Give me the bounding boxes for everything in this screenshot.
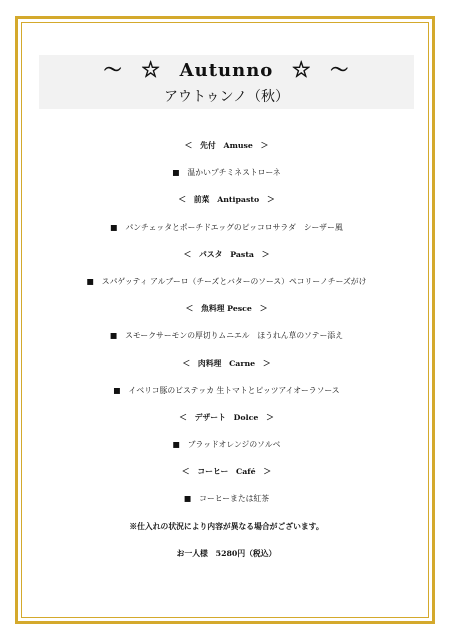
course-heading-pasta: ＜ パスタ Pasta ＞ bbox=[183, 249, 270, 259]
menu-list bbox=[39, 132, 414, 567]
price-line: お一人様 5280円（税込） bbox=[176, 548, 277, 558]
dish-pesce: ■ スモークサーモンの厚切りムニエル ほうれん草のソテー添え bbox=[109, 331, 343, 341]
menu-subtitle: アウトゥンノ（秋） bbox=[163, 89, 290, 105]
course-heading-cafe: ＜ コーヒー Café ＞ bbox=[181, 467, 272, 477]
course-heading-carne: ＜ 肉料理 Carne ＞ bbox=[182, 358, 271, 368]
menu-title: ～ ☆ Autunno ☆ ～ bbox=[103, 60, 350, 81]
course-heading-antipasto: ＜ 前菜 Antipasto ＞ bbox=[178, 195, 275, 205]
course-heading-dolce: ＜ デザート Dolce ＞ bbox=[179, 412, 274, 422]
dish-amuse: ■ 温かいプチミネストローネ bbox=[172, 168, 281, 178]
course-heading-amuse: ＜ 先付 Amuse ＞ bbox=[184, 141, 269, 150]
dish-antipasto: ■ パンチェッタとポーチドエッグのピッコロサラダ シーザー風 bbox=[110, 222, 343, 232]
dish-pasta: ■ スパゲッティ アルブーロ（チーズとバターのソース）ペコリーノチーズがけ bbox=[86, 276, 367, 286]
dish-carne: ■ イベリコ豚のビステッカ 生トマトとピッツアイオーラソース bbox=[113, 385, 340, 395]
supply-note: ※仕入れの状況により内容が異なる場合がございます。 bbox=[129, 521, 324, 531]
dish-dolce: ■ ブラッドオレンジのソルベ bbox=[172, 440, 281, 450]
course-heading-pesce: ＜ 魚料理 Pesce ＞ bbox=[185, 304, 268, 314]
dish-cafe: ■ コーヒーまたは紅茶 bbox=[183, 494, 270, 504]
